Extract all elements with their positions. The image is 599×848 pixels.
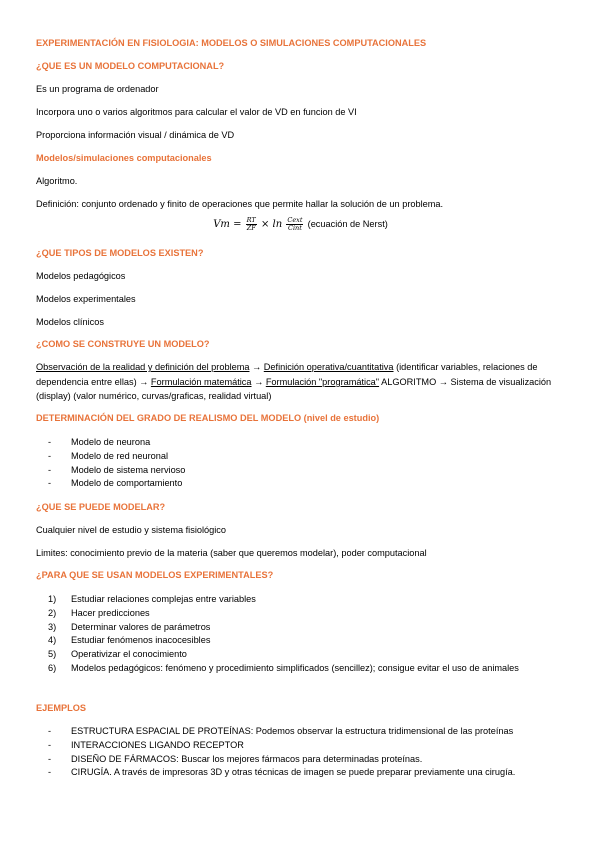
list-item	[36, 593, 565, 607]
paragraph-line: Modelos clínicos	[36, 317, 104, 327]
list-item	[36, 607, 565, 621]
list-number: 6)	[48, 662, 57, 673]
step-observation: Observación de la realidad y definición del problema	[36, 362, 250, 372]
paragraph-line: Modelos experimentales	[36, 294, 136, 304]
section-heading-realism: DETERMINACIÓN DEL GRADO DE REALISMO DEL MODELO (nivel de estudio)	[36, 413, 380, 423]
list-text: Estudiar relaciones complejas entre variables	[71, 594, 256, 604]
section-heading-examples: EJEMPLOS	[36, 703, 87, 713]
document-title: EXPERIMENTACIÓN EN FISIOLOGIA: MODELOS O SIMULACIONES COMPUTACIONALES	[36, 38, 427, 48]
paragraph-text: ALGORITMO → Sistema de visualización (display) (valor numérico, curvas/graficas, realidad virtual)	[36, 376, 552, 402]
step-math-formulation: Formulación matemática	[150, 376, 252, 387]
list-item: - DISEÑO DE FÁRMACOS: Buscar los mejores fármacos para determinadas proteínas.	[36, 753, 565, 767]
fraction-numerator: Cext	[287, 216, 303, 224]
step-program-formulation: Formulación "programática"	[265, 376, 380, 387]
equation-lhs: Vm =	[213, 218, 242, 230]
list-item: - Modelo de neurona	[36, 436, 565, 450]
list-item	[36, 634, 565, 648]
list-text: Estudiar fenómenos inacocesibles	[71, 635, 211, 646]
section-heading-types: ¿QUE TIPOS DE MODELOS EXISTEN?	[36, 248, 204, 258]
equation-fraction-rt-zf	[246, 217, 257, 232]
fraction-denominator: Cint	[287, 223, 302, 232]
equation-fraction-concentrations	[286, 217, 303, 232]
list-number: 4)	[48, 635, 57, 646]
step-operational-definition: Definición operativa/cuantitativa	[263, 362, 394, 372]
list-item: - INTERACCIONES LIGANDO RECEPTOR	[36, 739, 565, 753]
list-number: 5)	[48, 649, 57, 660]
list-number: 3)	[48, 621, 57, 632]
fraction-numerator: RT	[246, 216, 256, 224]
paragraph-line: Es un programa de ordenador	[36, 84, 159, 94]
list-item	[36, 621, 565, 635]
list-text: Hacer predicciones	[71, 607, 150, 618]
arrow: →	[251, 376, 266, 387]
list-text: Determinar valores de parámetros	[71, 621, 211, 632]
paragraph-line: Definición: conjunto ordenado y finito de operaciones que permite hallar la solución de un problema.	[36, 199, 444, 209]
uses-list	[36, 593, 565, 676]
paragraph-line: Proporciona información visual / dinámica de VD	[36, 130, 235, 140]
paragraph-text: (identificar variables, relaciones de dependencia entre ellas) →	[36, 362, 538, 387]
list-item: - Modelo de red neuronal	[36, 450, 565, 464]
paragraph-line: Limites: conocimiento previo de la materia (saber que queremos modelar), poder computacional	[36, 548, 427, 558]
examples-list	[36, 725, 565, 780]
list-text: Operativizar el conocimiento	[71, 649, 187, 660]
list-item: - ESTRUCTURA ESPACIAL DE PROTEÍNAS: Podemos observar la estructura tridimensional de las proteínas	[36, 725, 565, 739]
paragraph-line: Modelos pedagógicos	[36, 271, 126, 281]
paragraph-line: Cualquier nivel de estudio y sistema fisiológico	[36, 525, 226, 535]
section-heading-models: Modelos/simulaciones computacionales	[36, 153, 212, 163]
list-number: 2)	[48, 607, 57, 618]
section-heading-build: ¿COMO SE CONSTRUYE UN MODELO?	[36, 339, 210, 349]
section-heading-what-can: ¿QUE SE PUEDE MODELAR?	[36, 502, 166, 512]
realism-list	[36, 436, 565, 491]
equation-ln: × ln	[260, 218, 283, 230]
build-process-paragraph	[36, 360, 565, 404]
equation-note: (ecuación de Nerst)	[307, 218, 388, 229]
fraction-denominator: ZF	[246, 223, 256, 232]
paragraph-line: Incorpora uno o varios algoritmos para calcular el valor de VD en funcion de VI	[36, 107, 357, 117]
list-item: - Modelo de comportamiento	[36, 477, 565, 491]
section-heading-what-is: ¿QUE ES UN MODELO COMPUTACIONAL?	[36, 61, 225, 71]
section-heading-uses: ¿PARA QUE SE USAN MODELOS EXPERIMENTALES?	[36, 570, 274, 580]
arrow: →	[249, 362, 264, 372]
nernst-equation	[36, 217, 565, 232]
list-item	[36, 648, 565, 662]
list-item: - Modelo de sistema nervioso	[36, 464, 565, 478]
list-number: 1)	[48, 594, 57, 604]
list-item	[36, 662, 565, 676]
paragraph-line: Algoritmo.	[36, 176, 78, 186]
list-text: Modelos pedagógicos: fenómeno y procedimiento simplificados (sencillez); consigue evitar el uso de animales	[71, 662, 519, 673]
list-item: - CIRUGÍA. A través de impresoras 3D y otras técnicas de imagen se puede preparar previamente una cirugía.	[36, 766, 565, 780]
